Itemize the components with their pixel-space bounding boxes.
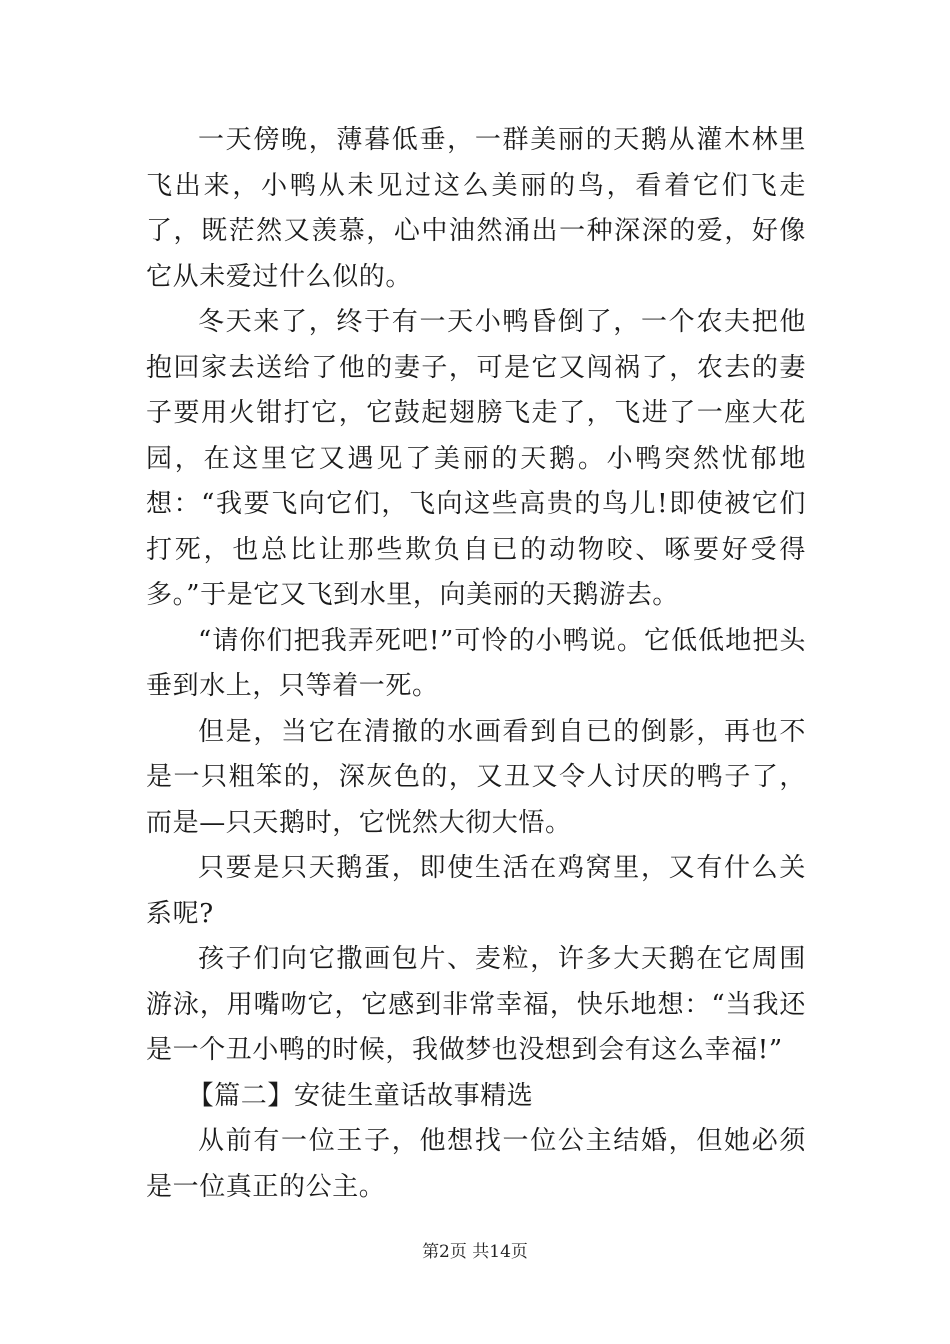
paragraph-prince: 从前有一位王子，他想找一位公主结婚，但她必须是一位真正的公主。 — [146, 1126, 806, 1202]
section-heading: 【篇二】安徒生童话故事精选 — [187, 1080, 534, 1111]
document-body — [146, 118, 806, 1210]
paragraph-plea: “请你们把我弄死吧!”可怜的小鸭说。它低低地把头垂到水上，只等着一死。 — [146, 625, 806, 701]
paragraph-reflection: 但是，当它在清撤的水画看到自已的倒影，再也不是一只粗笨的，深灰色的，又丑又令人讨厌的鸭子了，而是—只天鹅时，它恍然大彻大悟。 — [146, 716, 806, 838]
page-number-footer: 第2页 共14页 — [422, 1242, 528, 1262]
paragraph-winter: 冬天来了，终于有一天小鸭昏倒了，一个农夫把他抱回家去送给了他的妻子，可是它又闯祸了，农去的妻子要用火钳打它，它鼓起翅膀飞走了，飞进了一座大花园，在这里它又遇见了美丽的天鹅。小鸭突然忧郁地想：“我要飞向它们，飞向这些高贵的鸟儿!即使被它们打死，也总比让那些欺负自已的动物咬、啄要好受得多。”于是它又飞到水里，向美丽的天鹅游去。 — [146, 307, 806, 610]
paragraph-children: 孩子们向它撒画包片、麦粒，许多大天鹅在它周围游泳，用嘴吻它，它感到非常幸福，快乐地想：“当我还是一个丑小鸭的时候，我做梦也没想到会有这么幸福!” — [146, 944, 806, 1065]
paragraph-swans-evening: 一天傍晚，薄暮低垂，一群美丽的天鹅从灌木林里飞出来，小鸭从未见过这么美丽的鸟，看着它们飞走了，既茫然又羡慕，心中油然涌出一种深深的爱，好像它从未爱过什么似的。 — [146, 125, 806, 292]
paragraph-swan-egg: 只要是只天鹅蛋，即使生活在鸡窝里，又有什么关系呢? — [146, 853, 806, 929]
